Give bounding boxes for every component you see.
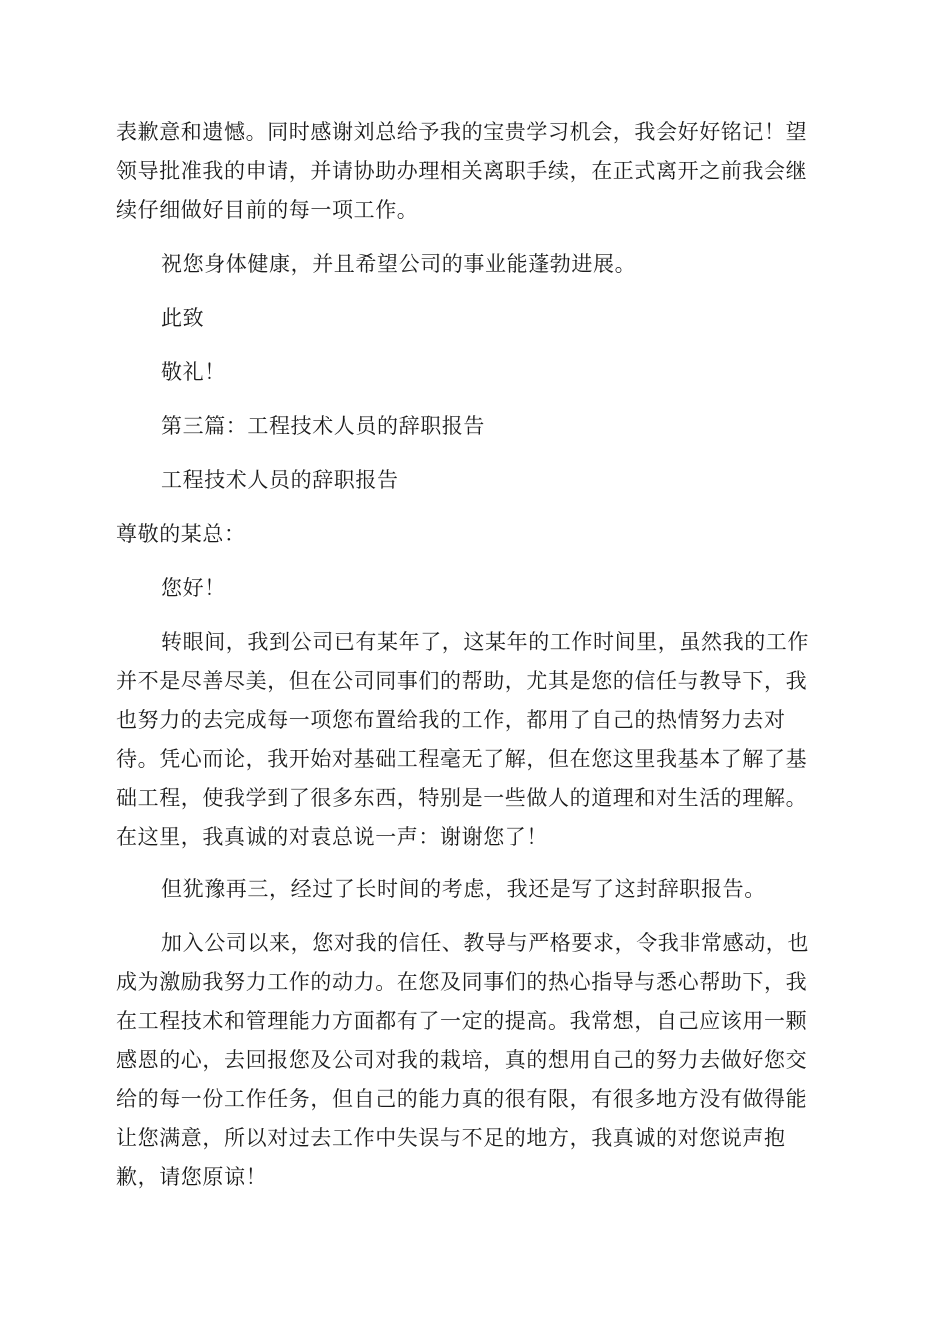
text-line: 此致: [161, 306, 205, 330]
text-line: 歉，请您原谅！: [116, 1165, 268, 1189]
text-line: 待。凭心而论，我开始对基础工程毫无了解，但在您这里我基本了解了基: [116, 747, 808, 771]
report-title: 工程技术人员的辞职报告: [161, 468, 399, 492]
text-line: 也努力的去完成每一项您布置给我的工作，都用了自己的热情努力去对: [116, 708, 786, 732]
text-line: 础工程，使我学到了很多东西，特别是一些做人的道理和对生活的理解。: [116, 786, 808, 810]
text-line: 领导批准我的申请，并请协助办理相关离职手续，在正式离开之前我会继: [116, 159, 808, 183]
greeting: 您好！: [161, 576, 226, 600]
text-line: 加入公司以来，您对我的信任、教导与严格要求，令我非常感动，也: [161, 931, 809, 955]
section-heading: 第三篇：工程技术人员的辞职报告: [161, 414, 485, 438]
text-line: 在这里，我真诚的对袁总说一声：谢谢您了！: [116, 825, 548, 849]
text-line: 敬礼！: [161, 360, 226, 384]
text-line: 祝您身体健康，并且希望公司的事业能蓬勃进展。: [161, 252, 637, 276]
text-line: 成为激励我努力工作的动力。在您及同事们的热心指导与悉心帮助下，我: [116, 970, 808, 994]
text-line: 续仔细做好目前的每一项工作。: [116, 198, 419, 222]
text-line: 给的每一份工作任务，但自己的能力真的很有限，有很多地方没有做得能: [116, 1087, 808, 1111]
salutation: 尊敬的某总：: [116, 522, 246, 546]
text-line: 但犹豫再三，经过了长时间的考虑，我还是写了这封辞职报告。: [161, 877, 766, 901]
text-line: 表歉意和遗憾。同时感谢刘总给予我的宝贵学习机会，我会好好铭记！望: [116, 120, 808, 144]
text-line: 在工程技术和管理能力方面都有了一定的提高。我常想，自己应该用一颗: [116, 1009, 808, 1033]
text-line: 让您满意，所以对过去工作中失误与不足的地方，我真诚的对您说声抱: [116, 1126, 786, 1150]
text-line: 感恩的心，去回报您及公司对我的栽培，真的想用自己的努力去做好您交: [116, 1048, 808, 1072]
text-line: 转眼间，我到公司已有某年了，这某年的工作时间里，虽然我的工作: [161, 630, 809, 654]
text-line: 并不是尽善尽美，但在公司同事们的帮助，尤其是您的信任与教导下，我: [116, 669, 808, 693]
